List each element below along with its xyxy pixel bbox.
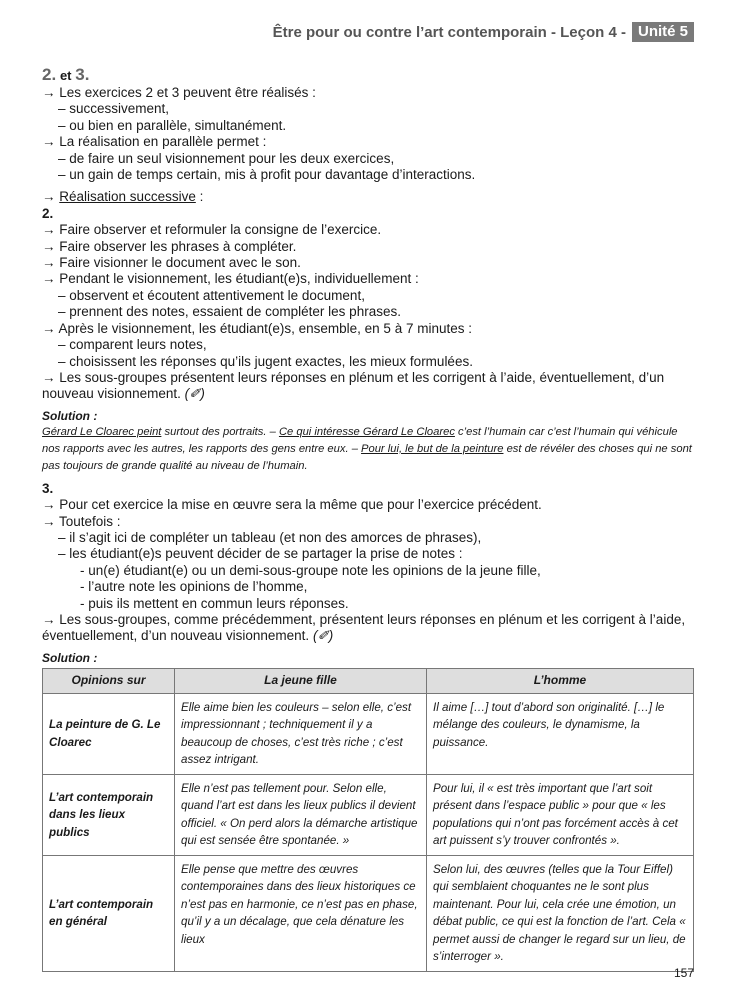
- cell-jeune-fille: Elle pense que mettre des œuvres contemporaines dans des lieux historiques ce n’est pas en harmonie, ce n’est pas en phase, qu’il y a un décalage, que cela dénature les lieux: [175, 855, 427, 971]
- column-header: Opinions sur: [43, 668, 175, 693]
- text-line: → Faire visionner le document avec le son.: [42, 255, 301, 271]
- text-line: – il s’agit ici de compléter un tableau (et non des amorces de phrases),: [58, 529, 482, 545]
- text-line: – successivement,: [58, 101, 170, 117]
- text-line: – ou bien en parallèle, simultanément.: [58, 117, 287, 133]
- page-number: 157: [673, 966, 694, 980]
- exercise-3-title: 3.: [42, 480, 54, 496]
- header-title: Être pour ou contre l’art contemporain - Leçon 4 -: [272, 23, 626, 41]
- page-content: [42, 66, 694, 972]
- text-line: – un gain de temps certain, mis à profit pour davantage d’interactions.: [58, 167, 476, 183]
- text-line: → Toutefois :: [42, 513, 121, 529]
- row-topic: L’art contemporain dans les lieux publics: [43, 774, 175, 855]
- text-line: → Pendant le visionnement, les étudiant(e)s, individuellement :: [42, 271, 419, 287]
- table-row: [43, 693, 694, 774]
- text-line: – observent et écoutent attentivement le document,: [58, 287, 365, 303]
- pen-icon: (✐): [312, 628, 334, 644]
- pen-icon: (✐): [184, 386, 205, 402]
- row-topic: La peinture de G. Le Cloarec: [43, 693, 175, 774]
- table-row: [43, 855, 694, 971]
- cell-homme: Pour lui, il « est très important que l’art soit présent dans l’espace public » pour que « les populations qui n’ont pas forcément accès à cet art puissent s’y trouver confrontés ».: [427, 774, 694, 855]
- cell-homme: Selon lui, des œuvres (telles que la Tour Eiffel) qui semblaient choquantes ne le sont plus maintenant. Pour lui, cela crée une émotion, un débat public, ce qui est la fonction de l’art. Cela « permet aussi de changer le regard sur un lieu, de s’interroger ».: [427, 855, 694, 971]
- solution-table: [42, 668, 694, 972]
- solution-label: Solution :: [42, 650, 98, 665]
- unit-badge: Unité 5: [632, 22, 694, 42]
- text-line: – prennent des notes, essaient de compléter les phrases.: [58, 304, 401, 320]
- column-header: L’homme: [427, 668, 694, 693]
- text-line: – de faire un seul visionnement pour les deux exercices,: [58, 150, 395, 166]
- solution-text: Gérard Le Cloarec peint surtout des portraits. – Ce qui intéresse Gérard Le Cloarec c’est l’humain car c’est l’humain qui véhicule nos rapports avec les autres, les rapports des gens entre eux. – Pour lui, le but de la peinture est de révéler des choses qui ne sont pas toujours de grande qualité au niveau de l’humain.: [42, 425, 692, 472]
- exercise-2-title: 2.: [42, 205, 54, 221]
- text-paragraph: → Les sous-groupes présentent leurs réponses en plénum et les corrigent à l’aide, éventuellement, d’un nouveau visionnement. (✐): [42, 369, 665, 402]
- text-line: - l’autre note les opinions de l’homme,: [80, 579, 308, 595]
- text-line: → Après le visionnement, les étudiant(e)s, ensemble, en 5 à 7 minutes :: [42, 320, 472, 336]
- column-header: La jeune fille: [175, 668, 427, 693]
- cell-jeune-fille: Elle n’est pas tellement pour. Selon elle, quand l’art est dans les lieux publics il devient officiel. « On perd alors la démarche artistique qui est sensée être spontanée. »: [175, 774, 427, 855]
- text-line: → Faire observer et reformuler la consigne de l’exercice.: [42, 222, 382, 238]
- text-line: → Les exercices 2 et 3 peuvent être réalisés :: [42, 85, 316, 100]
- text-line: - un(e) étudiant(e) ou un demi-sous-groupe note les opinions de la jeune fille,: [80, 562, 541, 578]
- row-topic: L’art contemporain en général: [43, 855, 175, 971]
- text-line: → Pour cet exercice la mise en œuvre sera la même que pour l’exercice précédent.: [42, 497, 542, 513]
- text-line: - puis ils mettent en commun leurs réponses.: [80, 595, 349, 611]
- solution-label: Solution :: [42, 408, 98, 423]
- table-row: [43, 774, 694, 855]
- table-header-row: [43, 668, 694, 693]
- page-header: [273, 22, 694, 42]
- cell-jeune-fille: Elle aime bien les couleurs – selon elle, c’est impressionnant ; techniquement il y a beaucoup de choses, c’est très riche ; c’est assez intrigant.: [175, 693, 427, 774]
- section-title-2-3: 2. et 3.: [42, 65, 90, 84]
- text-line: – choisissent les réponses qu’ils jugent exactes, les mieux formulées.: [58, 353, 473, 369]
- text-line: → Faire observer les phrases à compléter.: [42, 238, 297, 254]
- text-line: – comparent leurs notes,: [58, 337, 207, 353]
- text-paragraph: → Les sous-groupes, comme précédemment, présentent leurs réponses en plénum et les corrigent à l’aide, éventuellement, d’un nouveau visionnement. (✐): [42, 611, 686, 644]
- successive-heading: → Réalisation successive :: [42, 189, 204, 205]
- text-line: – les étudiant(e)s peuvent décider de se partager la prise de notes :: [58, 546, 463, 562]
- cell-homme: Il aime […] tout d’abord son originalité. […] le mélange des couleurs, le dynamisme, la puissance.: [427, 693, 694, 774]
- text-line: → La réalisation en parallèle permet :: [42, 134, 267, 150]
